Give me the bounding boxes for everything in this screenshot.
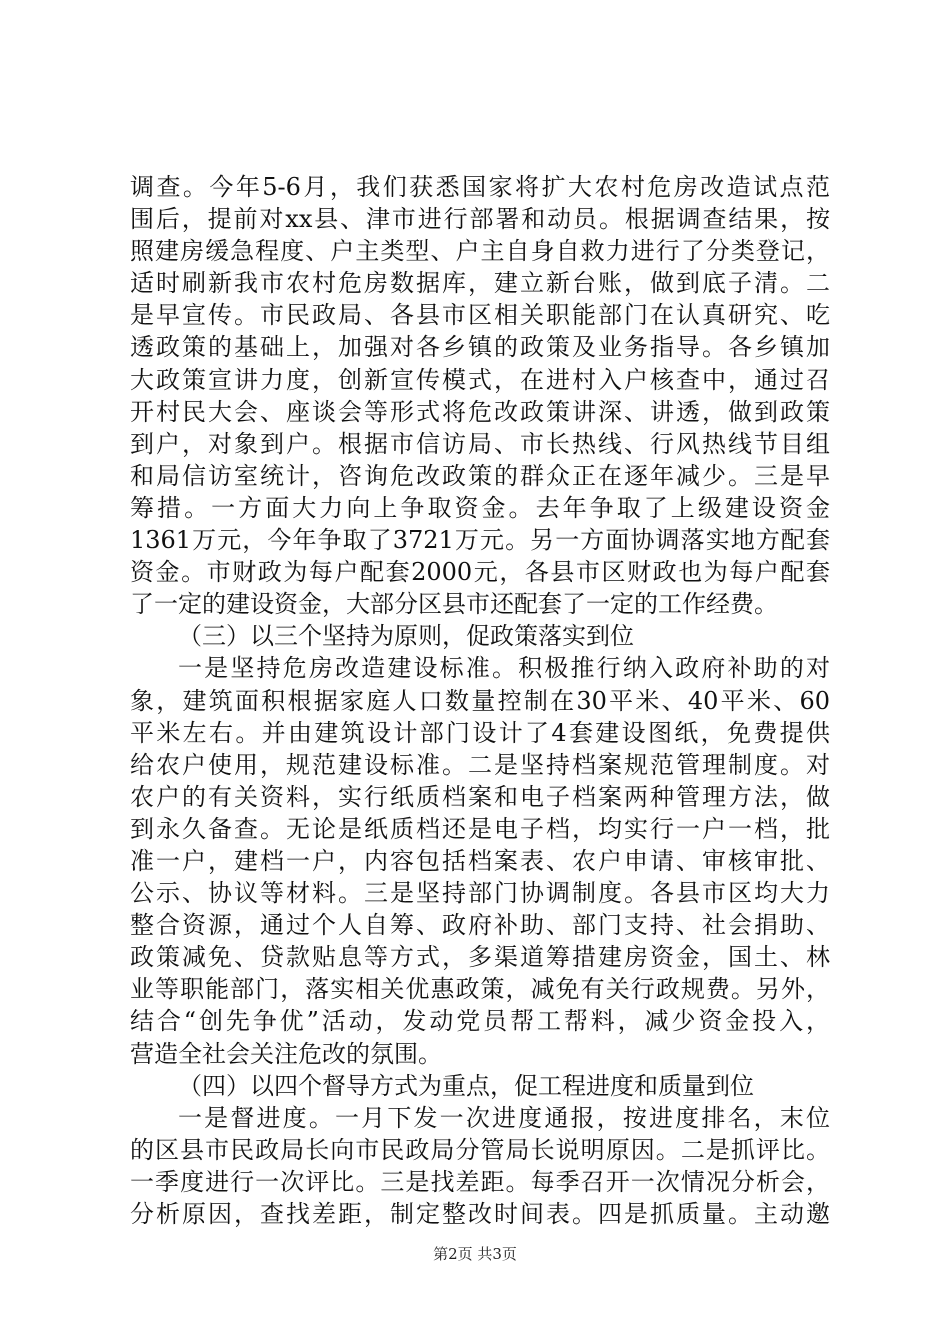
text-line: 透政策的基础上，加强对各乡镇的政策及业务指导。各乡镇加	[130, 333, 830, 362]
text-line: 一是督进度。一月下发一次进度通报，按进度排名，末位	[178, 1103, 830, 1132]
text-line: 1361万元，今年争取了3721万元。另一方面协调落实地方配套	[130, 526, 830, 555]
text-line: 一是坚持危房改造建设标准。积极推行纳入政府补助的对	[178, 654, 830, 683]
text-line: 到户，对象到户。根据市信访局、市长热线、行风热线节目组	[130, 429, 830, 458]
text-line: （三）以三个坚持为原则，促政策落实到位	[178, 622, 634, 651]
body-text	[130, 171, 830, 1230]
text-line: 了一定的建设资金，大部分区县市还配套了一定的工作经费。	[130, 590, 778, 619]
text-line: 准一户，建档一户，内容包括档案表、农户申请、审核审批、	[130, 846, 830, 875]
text-line: 到永久备查。无论是纸质档还是电子档，均实行一户一档，批	[130, 814, 830, 843]
text-line: 分析原因，查找差距，制定整改时间表。四是抓质量。主动邀	[130, 1200, 830, 1228]
text-line: 给农户使用，规范建设标准。二是坚持档案规范管理制度。对	[130, 750, 830, 779]
text-line: 政策减免、贷款贴息等方式，多渠道筹措建房资金，国土、林	[130, 943, 830, 972]
text-line: 公示、协议等材料。三是坚持部门协调制度。各县市区均大力	[130, 879, 830, 908]
text-line: 业等职能部门，落实相关优惠政策，减免有关行政规费。另外，	[130, 975, 830, 1004]
text-line: 结合“创先争优”活动，发动党员帮工帮料，减少资金投入，	[130, 1007, 830, 1036]
text-line: 整合资源，通过个人自筹、政府补助、部门支持、社会捐助、	[130, 911, 830, 940]
text-line: 围后，提前对xx县、津市进行部署和动员。根据调查结果，按	[130, 205, 830, 234]
text-line: 平米左右。并由建筑设计部门设计了4套建设图纸，免费提供	[130, 718, 830, 747]
text-line: 开村民大会、座谈会等形式将危改政策讲深、讲透，做到政策	[130, 397, 830, 426]
text-line: 是早宣传。市民政局、各县市区相关职能部门在认真研究、吃	[130, 301, 830, 330]
text-line: 照建房缓急程度、户主类型、户主自身自救力进行了分类登记，	[130, 237, 830, 266]
text-line: 象，建筑面积根据家庭人口数量控制在30平米、40平米、60	[130, 686, 830, 715]
text-line: 营造全社会关注危改的氛围。	[130, 1039, 442, 1068]
text-line: （四）以四个督导方式为重点，促工程进度和质量到位	[178, 1071, 754, 1100]
text-line: 的区县市民政局长向市民政局分管局长说明原因。二是抓评比。	[130, 1135, 830, 1164]
text-line: 和局信访室统计，咨询危改政策的群众正在逐年减少。三是早	[130, 461, 830, 490]
text-line: 调查。今年5-6月，我们获悉国家将扩大农村危房改造试点范	[130, 173, 830, 201]
text-line: 一季度进行一次评比。三是找差距。每季召开一次情况分析会，	[130, 1167, 830, 1196]
text-line: 筹措。一方面大力向上争取资金。去年争取了上级建设资金	[130, 493, 830, 522]
text-line: 农户的有关资料，实行纸质档案和电子档案两种管理方法，做	[130, 782, 830, 811]
text-line: 资金。市财政为每户配套2000元，各县市区财政也为每户配套	[130, 558, 830, 587]
text-line: 适时刷新我市农村危房数据库，建立新台账，做到底子清。二	[130, 269, 830, 298]
text-line: 大政策宣讲力度，创新宣传模式，在进村入户核查中，通过召	[130, 365, 830, 394]
page-footer: 第2页 共3页	[433, 1245, 517, 1263]
